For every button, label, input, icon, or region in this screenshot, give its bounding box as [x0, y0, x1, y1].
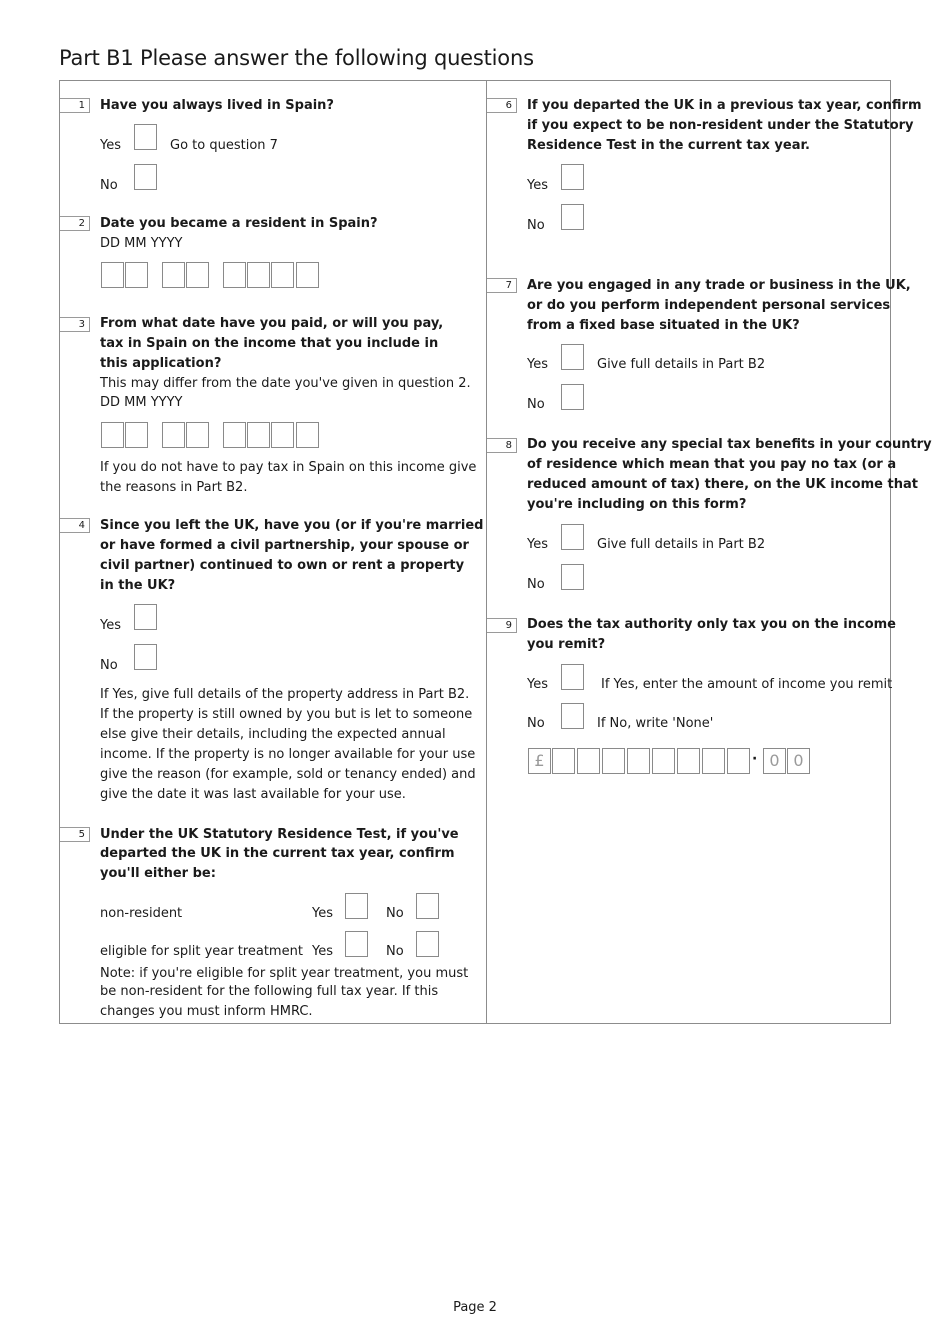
q4-after-line-5: give the reason (for example, sold or tenancy ended) and: [100, 767, 476, 782]
q2-year-digit-3[interactable]: [271, 262, 294, 288]
q4-after-line-3: else give their details, including the expected annual: [100, 727, 446, 742]
q9-no-checkbox[interactable]: [561, 703, 584, 729]
q1-yes-checkbox[interactable]: [134, 124, 157, 150]
question-number: 2: [60, 216, 90, 231]
q8-yes-label: Yes: [527, 537, 548, 552]
question-number: 9: [487, 618, 517, 633]
q3-day-digit-2[interactable]: [125, 422, 148, 448]
q7-no-checkbox[interactable]: [561, 384, 584, 410]
amount-digit-3[interactable]: [602, 748, 625, 774]
q7-no-label: No: [527, 397, 545, 412]
page-title: Part B1 Please answer the following questions: [59, 46, 534, 70]
question-number: 7: [487, 278, 517, 293]
q3-after-line-2: the reasons in Part B2.: [100, 480, 248, 495]
q6-no-label: No: [527, 218, 545, 233]
q3-date-format: DD MM YYYY: [100, 395, 183, 410]
q4-yes-label: Yes: [100, 618, 121, 633]
amount-digit-7[interactable]: [702, 748, 725, 774]
question-2-text: Date you became a resident in Spain?: [100, 216, 378, 231]
q2-month-digit-1[interactable]: [162, 262, 185, 288]
question-4-line-3: civil partner) continued to own or rent a property: [100, 558, 465, 573]
q5-note-line-1: Note: if you're eligible for split year treatment, you must: [100, 966, 469, 981]
q9-yes-label: Yes: [527, 677, 548, 692]
question-3-line-1: From what date have you paid, or will you pay,: [100, 316, 444, 331]
q4-yes-checkbox[interactable]: [134, 604, 157, 630]
q4-after-line-6: give the date it was last available for your use.: [100, 787, 406, 802]
decimal-point: ·: [752, 751, 758, 767]
q3-year-digit-2[interactable]: [247, 422, 270, 448]
column-divider: [486, 80, 487, 1024]
q9-yes-checkbox[interactable]: [561, 664, 584, 690]
q5-split-year-label: eligible for split year treatment: [100, 944, 303, 959]
q5-row2-no-label: No: [386, 944, 404, 959]
question-4-line-4: in the UK?: [100, 578, 176, 593]
q3-day-digit-1[interactable]: [101, 422, 124, 448]
question-number: 3: [60, 317, 90, 332]
question-7-line-2: or do you perform independent personal services: [527, 298, 891, 313]
amount-digit-4[interactable]: [627, 748, 650, 774]
pence-digit-2: 0: [787, 748, 810, 774]
page-number: Page 2: [453, 1300, 497, 1315]
q8-no-label: No: [527, 577, 545, 592]
question-7-line-1: Are you engaged in any trade or business in the UK,: [527, 278, 911, 293]
question-6-line-3: Residence Test in the current tax year.: [527, 138, 810, 153]
q2-month-digit-2[interactable]: [186, 262, 209, 288]
q5-split-year-no-checkbox[interactable]: [416, 931, 439, 957]
q9-yes-instruction: If Yes, enter the amount of income you remit: [601, 677, 893, 692]
question-number: 4: [60, 518, 90, 533]
q3-year-digit-4[interactable]: [296, 422, 319, 448]
q2-day-digit-2[interactable]: [125, 262, 148, 288]
q3-note: This may differ from the date you've given in question 2.: [100, 376, 471, 391]
q7-yes-instruction: Give full details in Part B2: [597, 357, 766, 372]
question-7-line-3: from a fixed base situated in the UK?: [527, 318, 800, 333]
q4-after-line-4: income. If the property is no longer available for your use: [100, 747, 476, 762]
question-number: 1: [60, 98, 90, 113]
q4-no-checkbox[interactable]: [134, 644, 157, 670]
q3-after-line-1: If you do not have to pay tax in Spain on this income give: [100, 460, 477, 475]
q1-yes-label: Yes: [100, 138, 121, 153]
q4-after-line-2: If the property is still owned by you but is let to someone: [100, 707, 473, 722]
q4-no-label: No: [100, 658, 118, 673]
question-number: 8: [487, 438, 517, 453]
q3-year-digit-1[interactable]: [223, 422, 246, 448]
q5-row2-yes-label: Yes: [312, 944, 333, 959]
amount-digit-2[interactable]: [577, 748, 600, 774]
q4-after-line-1: If Yes, give full details of the property address in Part B2.: [100, 687, 470, 702]
currency-symbol: £: [528, 748, 551, 774]
amount-digit-8[interactable]: [727, 748, 750, 774]
q6-yes-checkbox[interactable]: [561, 164, 584, 190]
q5-non-resident-label: non-resident: [100, 906, 183, 921]
q5-note-line-3: changes you must inform HMRC.: [100, 1004, 313, 1019]
question-5-line-1: Under the UK Statutory Residence Test, if you've: [100, 827, 459, 842]
q3-month-digit-2[interactable]: [186, 422, 209, 448]
q2-date-format: DD MM YYYY: [100, 236, 183, 251]
q1-yes-instruction: Go to question 7: [170, 138, 278, 153]
q9-no-instruction: If No, write 'None': [597, 716, 714, 731]
question-3-line-2: tax in Spain on the income that you include in: [100, 336, 439, 351]
q8-no-checkbox[interactable]: [561, 564, 584, 590]
q7-yes-checkbox[interactable]: [561, 344, 584, 370]
q5-note-line-2: be non-resident for the following full tax year. If this: [100, 984, 439, 999]
question-number: 6: [487, 98, 517, 113]
q3-month-digit-1[interactable]: [162, 422, 185, 448]
q5-row1-yes-label: Yes: [312, 906, 333, 921]
pence-digit-1: 0: [763, 748, 786, 774]
question-8-line-4: you're including on this form?: [527, 497, 747, 512]
question-6-line-1: If you departed the UK in a previous tax year, confirm: [527, 98, 922, 113]
question-1-text: Have you always lived in Spain?: [100, 98, 334, 113]
q2-day-digit-1[interactable]: [101, 262, 124, 288]
q8-yes-checkbox[interactable]: [561, 524, 584, 550]
question-9-line-2: you remit?: [527, 637, 606, 652]
question-6-line-2: if you expect to be non-resident under the Statutory: [527, 118, 914, 133]
amount-digit-6[interactable]: [677, 748, 700, 774]
q6-yes-label: Yes: [527, 178, 548, 193]
q8-yes-instruction: Give full details in Part B2: [597, 537, 766, 552]
q1-no-checkbox[interactable]: [134, 164, 157, 190]
q2-year-digit-2[interactable]: [247, 262, 270, 288]
q7-yes-label: Yes: [527, 357, 548, 372]
q2-year-digit-1[interactable]: [223, 262, 246, 288]
q9-no-label: No: [527, 716, 545, 731]
amount-digit-5[interactable]: [652, 748, 675, 774]
q3-year-digit-3[interactable]: [271, 422, 294, 448]
question-9-line-1: Does the tax authority only tax you on the income: [527, 617, 896, 632]
question-8-line-3: reduced amount of tax) there, on the UK income that: [527, 477, 918, 492]
q5-non-resident-no-checkbox[interactable]: [416, 893, 439, 919]
q5-split-year-yes-checkbox[interactable]: [345, 931, 368, 957]
question-5-line-3: you'll either be:: [100, 866, 216, 881]
question-3-line-3: this application?: [100, 356, 222, 371]
q5-row1-no-label: No: [386, 906, 404, 921]
q1-no-label: No: [100, 178, 118, 193]
question-8-line-2: of residence which mean that you pay no tax (or a: [527, 457, 897, 472]
q5-non-resident-yes-checkbox[interactable]: [345, 893, 368, 919]
q2-year-digit-4[interactable]: [296, 262, 319, 288]
question-number: 5: [60, 827, 90, 842]
question-8-line-1: Do you receive any special tax benefits in your country: [527, 437, 932, 452]
question-4-line-2: or have formed a civil partnership, your spouse or: [100, 538, 469, 553]
question-4-line-1: Since you left the UK, have you (or if you're married: [100, 518, 484, 533]
question-5-line-2: departed the UK in the current tax year, confirm: [100, 846, 455, 861]
amount-digit-1[interactable]: [552, 748, 575, 774]
q6-no-checkbox[interactable]: [561, 204, 584, 230]
